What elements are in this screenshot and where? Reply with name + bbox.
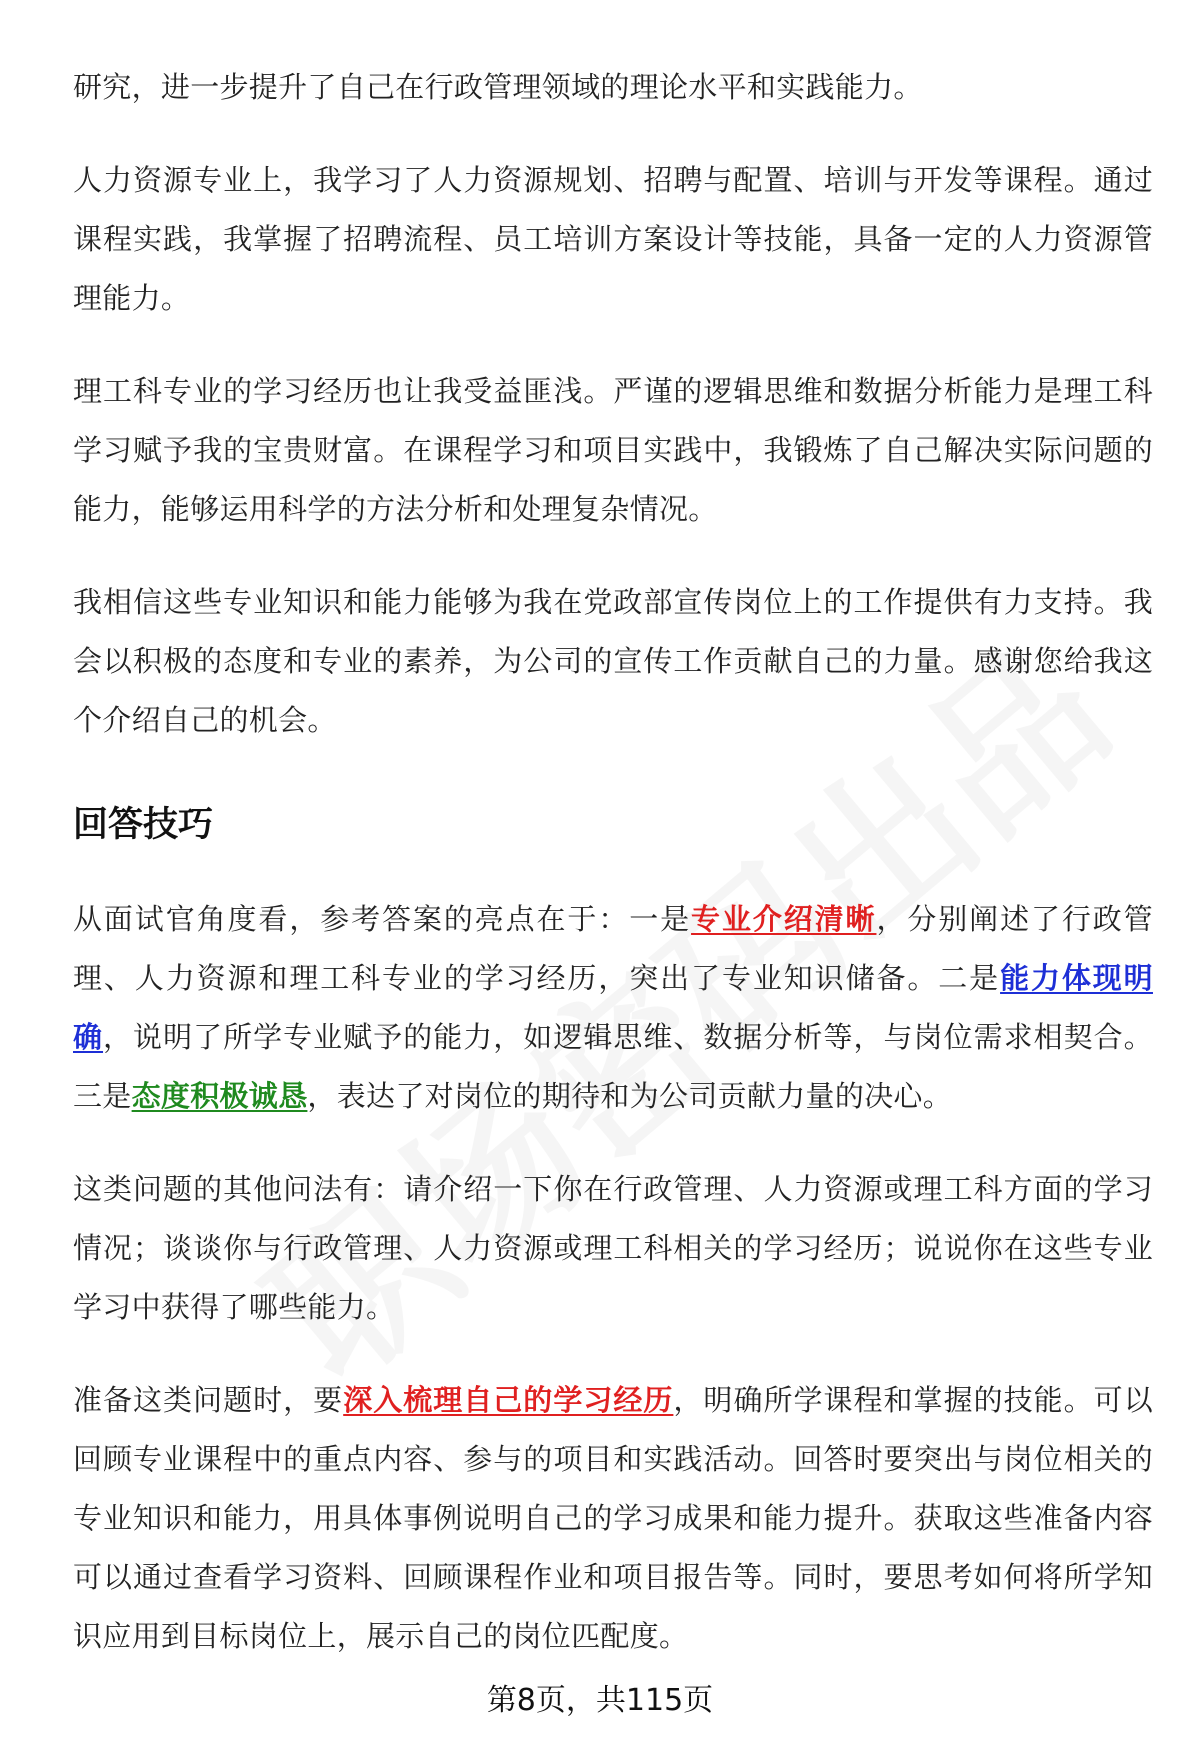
highlight-green: 态度积极诚恳 [131,1079,308,1113]
highlight-red: 专业介绍清晰 [691,902,877,936]
paragraph-1: 研究，进一步提升了自己在行政管理领域的理论水平和实践能力。 [73,70,923,104]
section-heading: 回答技巧 [73,805,214,845]
highlight-blue: 能力体现明确 [73,961,1153,1054]
tips-paragraph-1 [73,890,1153,1126]
text-run: ，分别阐述了行政管理、人力资源和理工科专业的学习经历，突出了专业知识储备。二是 [73,902,1153,995]
paragraph-4: 我相信这些专业知识和能力能够为我在党政部宣传岗位上的工作提供有力支持。我会以积极的态度和专业的素养，为公司的宣传工作贡献自己的力量。感谢您给我这个介绍自己的机会。 [73,585,1153,737]
tips-paragraph-2: 这类问题的其他问法有：请介绍一下你在行政管理、人力资源或理工科方面的学习情况；谈谈你与行政管理、人力资源或理工科相关的学习经历；说说你在这些专业学习中获得了哪些能力。 [73,1172,1153,1324]
text-run: ，表达了对岗位的期待和为公司贡献力量的决心。 [307,1079,953,1113]
text-run: ，明确所学课程和掌握的技能。可以回顾专业课程中的重点内容、参与的项目和实践活动。回答时要突出与岗位相关的专业知识和能力，用具体事例说明自己的学习成果和能力提升。获取这些准备内容可以通过查看学习资料、回顾课程作业和项目报告等。同时，要思考如何将所学知识应用到目标岗位上，展示自己的岗位匹配度。 [73,1383,1153,1653]
document-page [73,58,1153,1700]
paragraph-3: 理工科专业的学习经历也让我受益匪浅。严谨的逻辑思维和数据分析能力是理工科学习赋予我的宝贵财富。在课程学习和项目实践中，我锻炼了自己解决实际问题的能力，能够运用科学的方法分析和处理复杂情况。 [73,374,1153,526]
page-footer: 第8页，共115页 [486,1683,714,1718]
text-run: ，说明了所学专业赋予的能力，如逻辑思维、数据分析等，与岗位需求相契合。三是 [73,1020,1153,1113]
paragraph-2: 人力资源专业上，我学习了人力资源规划、招聘与配置、培训与开发等课程。通过课程实践，我掌握了招聘流程、员工培训方案设计等技能，具备一定的人力资源管理能力。 [73,163,1153,315]
highlight-red: 深入梳理自己的学习经历 [343,1383,674,1417]
text-run: 准备这类问题时，要 [73,1383,344,1417]
text-run: 从面试官角度看，参考答案的亮点在于：一是 [73,902,692,936]
tips-paragraph-3 [73,1371,1153,1666]
